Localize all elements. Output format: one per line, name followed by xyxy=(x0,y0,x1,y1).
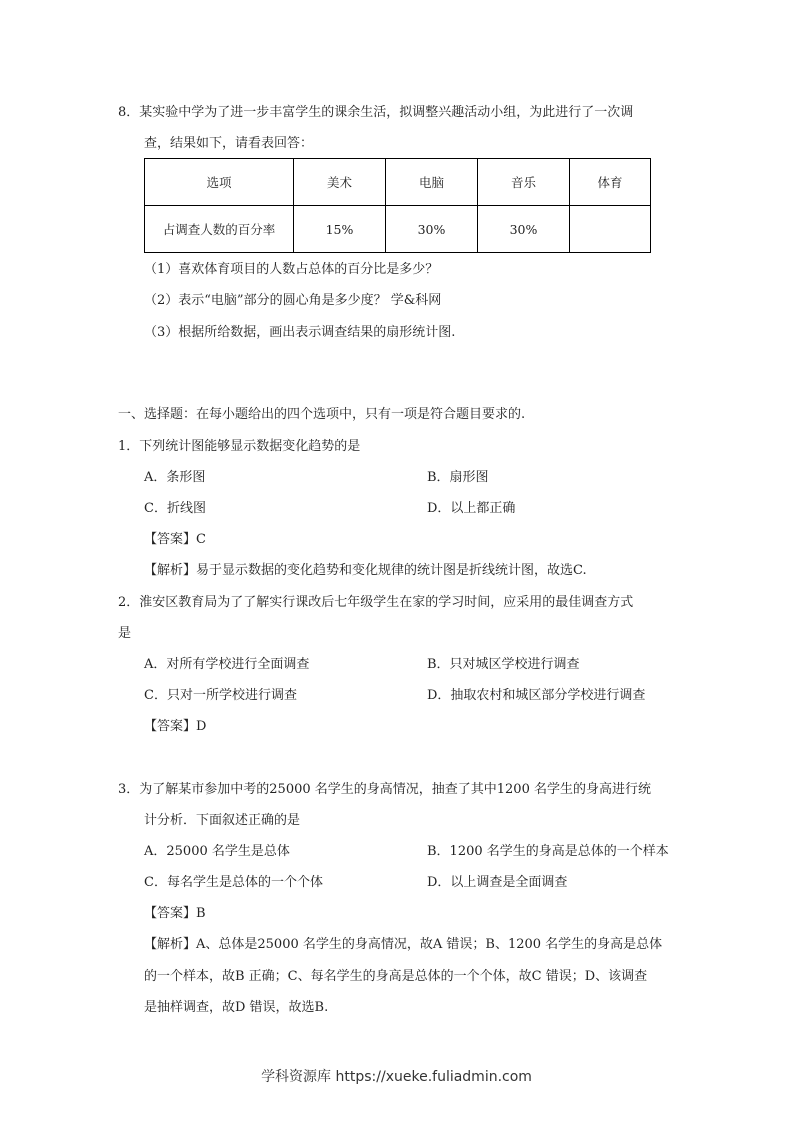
q3-analysis-line2: 的一个样本，故B 正确；C、每名学生的身高是总体的一个个体，故C 错误；D、该调查 xyxy=(144,969,648,984)
q3-option-d: D．以上调查是全面调查 xyxy=(427,875,568,890)
q8-stem-line2: 查，结果如下，请看表回答： xyxy=(144,136,314,151)
q1-option-d: D．以上都正确 xyxy=(427,501,516,516)
q3-answer: 【答案】B xyxy=(144,906,206,921)
q2-option-a: A．对所有学校进行全面调查 xyxy=(144,657,310,672)
q2-option-c: C．只对一所学校进行调查 xyxy=(144,688,297,703)
table-row xyxy=(145,206,651,253)
q1-analysis: 【解析】易于显示数据的变化趋势和变化规律的统计图是折线统计图，故选C. xyxy=(144,563,587,578)
q3-analysis-line3: 是抽样调查，故D 错误，故选B. xyxy=(144,1000,329,1015)
table-cell xyxy=(570,206,651,253)
q2-stem-line2: 是 xyxy=(118,626,132,641)
q1-option-b: B．扇形图 xyxy=(427,470,489,485)
table-cell: 15% xyxy=(294,206,386,253)
table-cell: 占调查人数的百分率 xyxy=(145,206,294,253)
footer-source-text: 学科资源库 https://xueke.fuliadmin.com xyxy=(261,1069,532,1085)
q8-sub2: （2）表示“电脑”部分的圆心角是多少度？ 学&科网 xyxy=(144,293,442,308)
table-cell: 电脑 xyxy=(386,159,478,206)
q2-option-b: B．只对城区学校进行调查 xyxy=(427,657,580,672)
q2-stem-line1: 2．淮安区教育局为了了解实行课改后七年级学生在家的学习时间，应采用的最佳调查方式 xyxy=(118,595,634,610)
q2-answer: 【答案】D xyxy=(144,719,207,734)
table-cell: 30% xyxy=(478,206,570,253)
table-cell: 30% xyxy=(386,206,478,253)
q3-analysis-line1: 【解析】A、总体是25000 名学生的身高情况，故A 错误；B、1200 名学生的身高是总体 xyxy=(144,937,663,952)
q1-option-a: A．条形图 xyxy=(144,470,206,485)
table-cell: 美术 xyxy=(294,159,386,206)
table-cell: 选项 xyxy=(145,159,294,206)
q1-answer: 【答案】C xyxy=(144,532,206,547)
section-heading: 一、选择题：在每小题给出的四个选项中，只有一项是符合题目要求的. xyxy=(118,407,526,422)
table-cell: 音乐 xyxy=(478,159,570,206)
q8-stem-line1: 8．某实验中学为了进一步丰富学生的课余生活，拟调整兴趣活动小组，为此进行了一次调 xyxy=(118,105,634,120)
q1-option-c: C．折线图 xyxy=(144,501,206,516)
q3-option-c: C．每名学生是总体的一个个体 xyxy=(144,875,323,890)
table-cell: 体育 xyxy=(570,159,651,206)
q3-option-a: A．25000 名学生是总体 xyxy=(144,844,290,859)
table-header-row xyxy=(145,159,651,206)
q3-stem-line2: 计分析．下面叙述正确的是 xyxy=(144,813,301,828)
q1-stem: 1．下列统计图能够显示数据变化趋势的是 xyxy=(118,439,361,454)
q3-option-b: B．1200 名学生的身高是总体的一个样本 xyxy=(427,844,669,859)
survey-table xyxy=(144,158,651,253)
q8-sub3: （3）根据所给数据，画出表示调查结果的扇形统计图. xyxy=(144,325,456,340)
q3-stem-line1: 3．为了解某市参加中考的25000 名学生的身高情况，抽查了其中1200 名学生的身高进行统 xyxy=(118,782,651,797)
q8-sub1: （1）喜欢体育项目的人数占总体的百分比是多少？ xyxy=(144,262,439,277)
q2-option-d: D．抽取农村和城区部分学校进行调查 xyxy=(427,688,646,703)
